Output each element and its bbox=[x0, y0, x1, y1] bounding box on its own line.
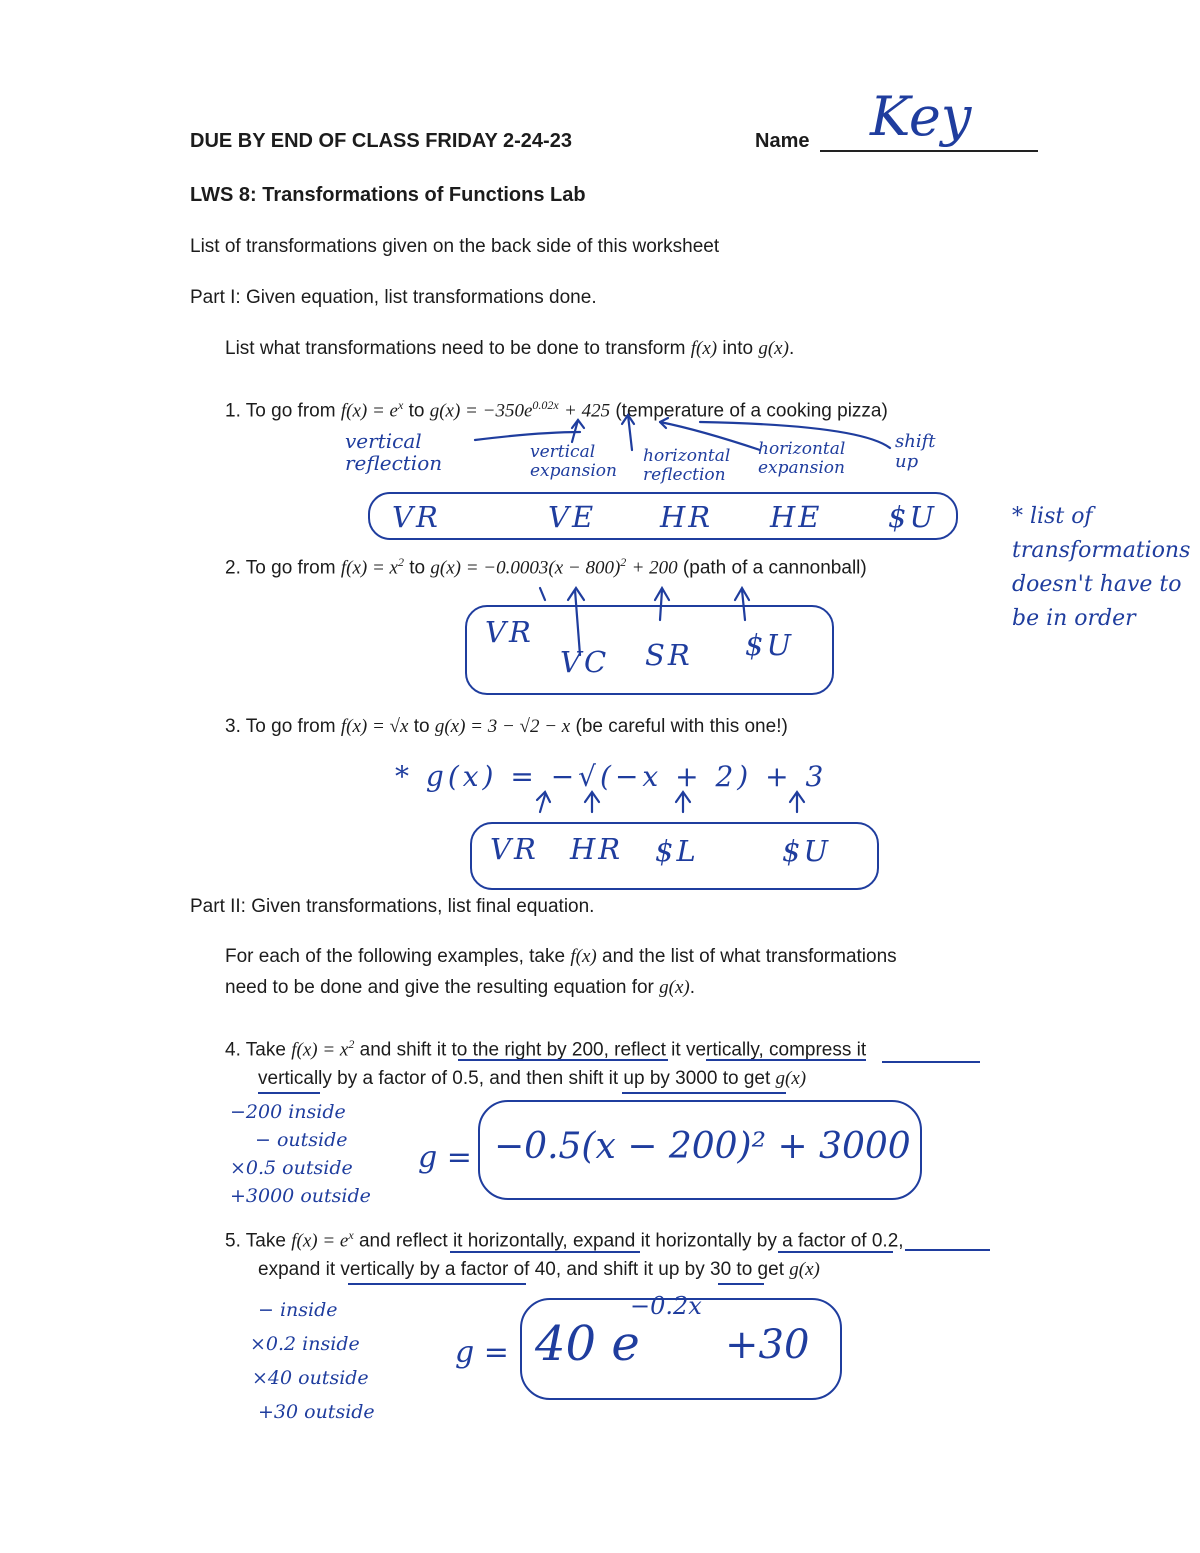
label-vertical-reflection: vertical reflection bbox=[345, 429, 443, 475]
question-1: 1. To go from $f(x) = e^x$ to $g(x) = -350e^{0.02x} + 425$ (temperature of a cooking pizza) bbox=[225, 398, 888, 422]
arrow-line bbox=[540, 588, 545, 600]
part2-heading: Part II: Given transformations, list final equation. bbox=[190, 896, 595, 917]
arrow-line bbox=[700, 422, 890, 448]
q5-note: ×40 outside bbox=[252, 1367, 369, 1389]
q4-note: − outside bbox=[255, 1129, 348, 1151]
q5-answer-coef: 40 e bbox=[535, 1316, 640, 1372]
q3-ans-su: $U bbox=[782, 834, 831, 868]
label-horizontal-reflection: horizontal reflection bbox=[643, 446, 731, 485]
q2-ans-sr: SR bbox=[645, 638, 693, 672]
q4-note: ×0.5 outside bbox=[230, 1157, 353, 1179]
part2-instruction-line2: need to be done and give the resulting equation for g(x). bbox=[225, 977, 696, 998]
worksheet-title: LWS 8: Transformations of Functions Lab bbox=[190, 184, 586, 206]
part1-instruction: List what transformations need to be done to transform f(x) into g(x). bbox=[225, 338, 795, 359]
q3-ans-sl: $L bbox=[655, 834, 699, 868]
part1-heading: Part I: Given equation, list transformations done. bbox=[190, 287, 597, 308]
question-2: 2. To go from $f(x) = x^2$ to $g(x) = -0.0003(x - 800)^2 + 200$ (path of a cannonball) bbox=[225, 555, 867, 579]
q5-g-label: g = bbox=[455, 1335, 509, 1370]
side-note-line: doesn't have to bbox=[1012, 572, 1182, 597]
q1-ans-hr: HR bbox=[660, 500, 714, 534]
q4-note: −200 inside bbox=[230, 1101, 346, 1123]
q4-answer: −0.5(x − 200)² + 3000 bbox=[494, 1126, 911, 1167]
q5-note: ×0.2 inside bbox=[250, 1333, 360, 1355]
arrow-line bbox=[660, 590, 662, 620]
side-note-line: * list of bbox=[1012, 504, 1093, 529]
q3-ans-vr: VR bbox=[490, 832, 539, 866]
part2-instruction-line1: For each of the following examples, take f(x) and the list of what transformations bbox=[225, 946, 897, 967]
name-value: Key bbox=[870, 85, 972, 148]
q1-ans-he: HE bbox=[770, 500, 823, 534]
q5-answer-tail: +30 bbox=[725, 1322, 810, 1368]
arrow-line bbox=[475, 432, 580, 440]
question-4-line2: vertically by a factor of 0.5, and then shift it up by 3000 to get g(x) bbox=[258, 1068, 807, 1089]
side-note-line: be in order bbox=[1012, 606, 1136, 631]
label-horizontal-expansion: horizontal expansion bbox=[758, 439, 846, 478]
question-4-line1: 4. Take $f(x) = x^2$ and shift it to the right by 200, reflect it vertically, compress it bbox=[225, 1037, 867, 1061]
question-5-line2: expand it vertically by a factor of 40, and shift it up by 30 to get g(x) bbox=[258, 1259, 820, 1280]
q2-ans-vr: VR bbox=[485, 615, 534, 649]
question-5-line1: 5. Take $f(x) = e^x$ and reflect it horizontally, expand it horizontally by a factor of 0.2, bbox=[225, 1228, 904, 1252]
q4-note: +3000 outside bbox=[230, 1185, 371, 1207]
label-shift-up: shift up bbox=[895, 431, 936, 472]
label-vertical-expansion: vertical expansion bbox=[530, 442, 617, 481]
q5-note: +30 outside bbox=[258, 1401, 375, 1423]
intro-text: List of transformations given on the back side of this worksheet bbox=[190, 236, 720, 257]
q5-answer-exponent: −0.2x bbox=[630, 1292, 702, 1320]
arrow-line bbox=[575, 590, 580, 655]
question-3: 3. To go from f(x) = √x to g(x) = 3 − √2 − x (be careful with this one!) bbox=[225, 716, 788, 737]
q3-ans-hr: HR bbox=[570, 832, 624, 866]
name-label: Name bbox=[755, 130, 810, 152]
arrow-line bbox=[660, 422, 760, 450]
q2-ans-vc: VC bbox=[560, 645, 610, 679]
q2-ans-su: $U bbox=[745, 628, 794, 662]
q4-g-label: g = bbox=[418, 1140, 472, 1175]
due-date: DUE BY END OF CLASS FRIDAY 2-24-23 bbox=[190, 130, 572, 152]
q1-ans-su: $U bbox=[888, 500, 937, 534]
side-note-line: transformations bbox=[1012, 538, 1191, 563]
q1-ans-ve: VE bbox=[548, 500, 597, 534]
q5-note: − inside bbox=[258, 1299, 338, 1321]
q1-ans-vr: VR bbox=[392, 500, 441, 534]
q3-rewrite: * g(x) = −√(−x + 2) + 3 bbox=[395, 760, 828, 793]
